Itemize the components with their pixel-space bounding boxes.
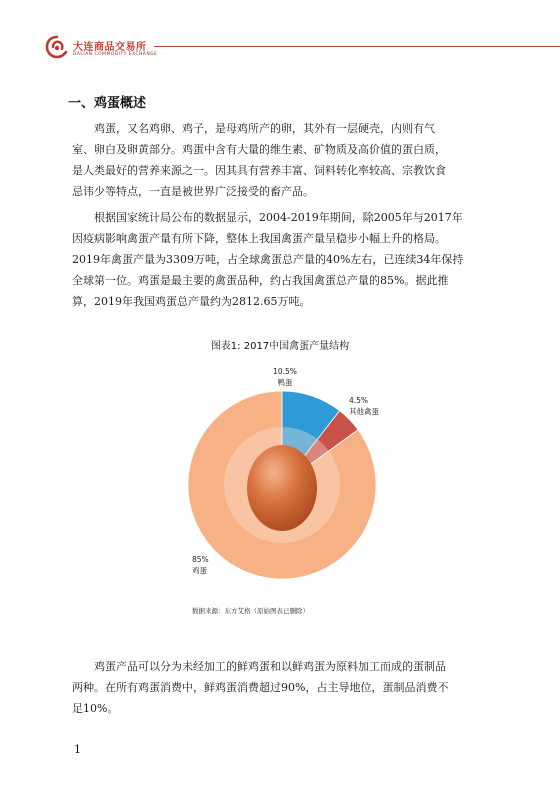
paragraph-line: 全球第一位。鸡蛋是最主要的禽蛋品种，约占我国禽蛋总产量的85%。据此推 xyxy=(72,274,449,287)
slice-name-label: 鸭蛋 xyxy=(277,378,293,387)
section-title: 一、鸡蛋概述 xyxy=(68,96,147,111)
paragraph-line: 因疫病影响禽蛋产量有所下降，整体上我国禽蛋产量呈稳步小幅上升的格局。 xyxy=(72,232,446,245)
paragraph-line: 忌讳少等特点，一直是被世界广泛接受的畜产品。 xyxy=(72,185,314,198)
org-name-en: DALIAN COMMODITY EXCHANGE xyxy=(73,52,158,57)
paragraph-line: 算，2019年我国鸡蛋总产量约为2812.65万吨。 xyxy=(72,295,311,308)
egg-icon xyxy=(247,445,317,531)
paragraph-line: 鸡蛋，又名鸡卵、鸡子，是母鸡所产的卵，其外有一层硬壳，内则有气 xyxy=(94,122,435,135)
paragraph-2 xyxy=(72,207,500,312)
page-number: 1 xyxy=(74,743,81,756)
paragraph-line: 室、卵白及卵黄部分。鸡蛋中含有大量的维生素、矿物质及高价值的蛋白质， xyxy=(72,143,446,156)
paragraph-line: 两种。在所有鸡蛋消费中，鲜鸡蛋消费超过90%，占主导地位，蛋制品消费不 xyxy=(72,681,449,694)
slice-value-label: 10.5% xyxy=(273,367,297,376)
paragraph-line: 根据国家统计局公布的数据显示，2004-2019年期间，除2005年与2017年 xyxy=(94,211,463,224)
slice-value-label: 4.5% xyxy=(349,396,369,405)
paragraph-1 xyxy=(72,118,500,202)
page-header xyxy=(0,0,560,70)
paragraph-line: 鸡蛋产品可以分为未经加工的鲜鸡蛋和以鲜鸡蛋为原料加工而成的蛋制品 xyxy=(94,660,446,673)
paragraph-line: 2019年禽蛋产量为3309万吨，占全球禽蛋总产量的40%左右，已连续34年保持 xyxy=(72,253,464,266)
pie-chart xyxy=(182,362,382,602)
paragraph-3 xyxy=(72,656,500,719)
slice-name-label: 其他禽蛋 xyxy=(349,407,379,416)
paragraph-line: 是人类最好的营养来源之一。因其具有营养丰富、饲料转化率较高、宗教饮食 xyxy=(72,164,446,177)
paragraph-line: 足10%。 xyxy=(72,702,119,715)
slice-value-label: 85% xyxy=(192,555,209,564)
header-divider xyxy=(154,46,560,47)
chart-source: 数据来源：东方艾格（原始图表已删除） xyxy=(192,607,309,615)
org-name-cn: 大连商品交易所 xyxy=(73,42,147,53)
slice-name-label: 鸡蛋 xyxy=(192,566,207,575)
chart-title: 图表1: 2017中国禽蛋产量结构 xyxy=(210,341,350,352)
exchange-logo-icon xyxy=(44,34,70,60)
